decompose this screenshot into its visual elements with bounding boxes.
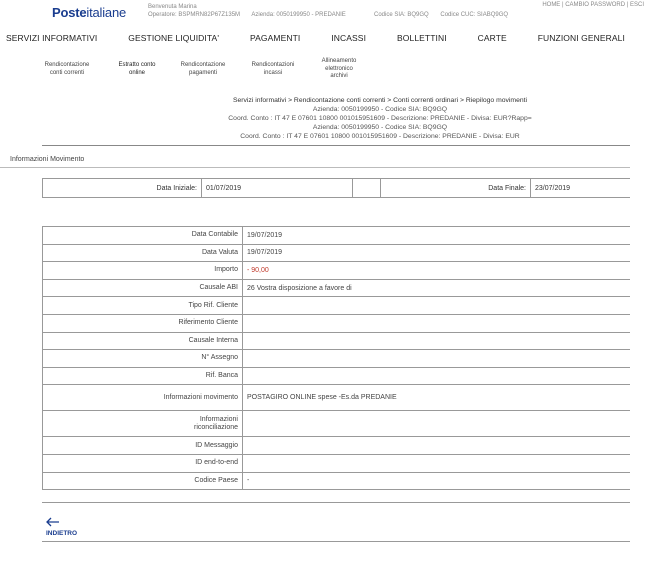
field-value	[243, 333, 630, 350]
field-value: 19/07/2019	[247, 231, 283, 239]
movement-details-table	[42, 226, 630, 490]
field-value	[243, 437, 630, 454]
field-label: Tipo Rif. Cliente	[43, 297, 243, 314]
nav-bollettini[interactable]: BOLLETTINI	[397, 33, 447, 43]
nav-pagamenti[interactable]: PAGAMENTI	[250, 33, 301, 43]
field-value	[243, 411, 630, 436]
poste-italiane-logo[interactable]	[52, 5, 126, 20]
subnav-line: Rendicontazione	[180, 62, 226, 68]
subnav-line: archivi	[330, 73, 348, 79]
sub-nav	[0, 55, 660, 85]
sia-info	[374, 12, 508, 18]
top-links[interactable]: HOME | CAMBIO PASSWORD | ESCI	[542, 2, 644, 8]
field-value: 26 Vostra disposizione a favore di	[247, 284, 352, 292]
table-row	[42, 473, 630, 491]
subnav-rendicontazione-conti-correnti[interactable]	[38, 62, 96, 77]
footer-actions	[42, 502, 630, 542]
field-label: Importo	[43, 262, 243, 279]
account-line: Coord. Conto : IT 47 E 07601 10800 001015951609 - Descrizione: PREDANIE - Divisa: EUR	[240, 133, 520, 140]
nav-incassi[interactable]: INCASSI	[331, 33, 367, 43]
field-label: Informazioni riconciliazione	[43, 411, 243, 436]
empty-cell	[353, 179, 381, 197]
table-row	[42, 455, 630, 473]
back-button[interactable]: INDIETRO	[46, 530, 78, 537]
table-row	[42, 227, 630, 245]
subnav-line: Estratto conto	[118, 62, 156, 68]
account-line: Azienda: 0050199950 - Codice SIA: BQ9GQ	[312, 106, 448, 113]
field-label: Data Valuta	[43, 245, 243, 262]
subnav-line: online	[128, 69, 145, 76]
table-row	[42, 437, 630, 455]
field-label: N° Assegno	[43, 350, 243, 367]
breadcrumb[interactable]: Servizi informativi > Rendicontazione conti correnti > Conti correnti ordinari > Riepilogo movimenti	[232, 97, 528, 104]
subnav-line: incassi	[263, 69, 283, 76]
logo-bold-text: Poste	[52, 5, 87, 20]
field-value	[243, 297, 630, 314]
nav-gestione-liquidita[interactable]: GESTIONE LIQUIDITA'	[128, 33, 220, 43]
field-label: Causale Interna	[43, 333, 243, 350]
start-date-value: 01/07/2019	[202, 179, 353, 197]
subnav-line: conti correnti	[49, 69, 85, 76]
field-label: ID Messaggio	[43, 437, 243, 454]
welcome-text: Benvenuta Marina	[148, 4, 197, 10]
subnav-line: Allineamento	[321, 58, 357, 64]
main-nav	[0, 33, 660, 47]
codice-sia: Codice SIA: BQ9GQ	[374, 12, 429, 18]
subnav-line: Rendicontazioni	[251, 62, 295, 68]
date-range-row	[42, 178, 630, 198]
table-row	[42, 368, 630, 386]
nav-funzioni-generali[interactable]: FUNZIONI GENERALI	[537, 33, 625, 43]
table-row	[42, 297, 630, 315]
table-row	[42, 280, 630, 298]
table-row	[42, 245, 630, 263]
divider	[42, 145, 630, 146]
field-label: ID end-to-end	[43, 455, 243, 472]
amount-value: - 90,00	[247, 266, 269, 274]
nav-carte[interactable]: CARTE	[477, 33, 507, 43]
field-value: 19/07/2019	[247, 249, 283, 257]
subnav-rendicontazione-pagamenti[interactable]	[174, 62, 232, 77]
subnav-line: pagamenti	[188, 69, 218, 76]
table-row	[42, 350, 630, 368]
arrow-left-icon[interactable]	[46, 515, 60, 529]
end-date-value: 23/07/2019	[535, 184, 571, 192]
table-row	[42, 262, 630, 280]
field-label: Rif. Banca	[43, 368, 243, 385]
field-label: Causale ABI	[43, 280, 243, 297]
subnav-allineamento-archivi[interactable]	[310, 58, 368, 81]
subnav-line: elettronico	[325, 65, 353, 72]
azienda-info: Azienda: 0050199950 - PREDANIE	[251, 12, 346, 18]
end-date-label: Data Finale:	[381, 179, 531, 197]
table-row	[42, 385, 630, 411]
field-value: POSTAGIRO ONLINE spese -Es.da PREDANIE	[247, 394, 397, 402]
subnav-line: Rendicontazione	[44, 62, 90, 68]
operator-id: Operatore: BSPMRN82P67Z135M	[148, 12, 241, 18]
field-value: -	[247, 477, 250, 485]
divider	[0, 167, 630, 168]
section-title: Informazioni Movimento	[10, 156, 85, 163]
start-date-label: Data Iniziale:	[43, 179, 202, 197]
account-line: Coord. Conto : IT 47 E 07601 10800 001015951609 - Descrizione: PREDANIE - Divisa: EUR?Rapp=	[228, 115, 532, 122]
arrow-left-icon-svg	[46, 517, 60, 527]
field-label: Informazioni movimento	[43, 385, 243, 410]
field-label: Codice Paese	[43, 473, 243, 490]
logo-rest-text: italiane	[86, 5, 127, 20]
subnav-rendicontazioni-incassi[interactable]	[244, 62, 302, 77]
field-label: Riferimento Cliente	[43, 315, 243, 332]
field-value	[243, 350, 630, 367]
field-value	[243, 368, 630, 385]
table-row	[42, 333, 630, 351]
table-row	[42, 315, 630, 333]
account-line: Azienda: 0050199950 - Codice SIA: BQ9GQ	[312, 124, 448, 131]
codice-cuc: Codice CUC: SIABQ9GQ	[440, 12, 509, 18]
operator-info	[148, 12, 356, 18]
table-row	[42, 411, 630, 437]
field-value	[243, 455, 630, 472]
top-bar	[0, 0, 660, 26]
field-label: Data Contabile	[43, 227, 243, 244]
nav-servizi-informativi[interactable]: SERVIZI INFORMATIVI	[6, 33, 98, 43]
breadcrumb-block	[150, 96, 610, 141]
field-value	[243, 315, 630, 332]
subnav-estratto-conto-online[interactable]	[108, 62, 166, 77]
